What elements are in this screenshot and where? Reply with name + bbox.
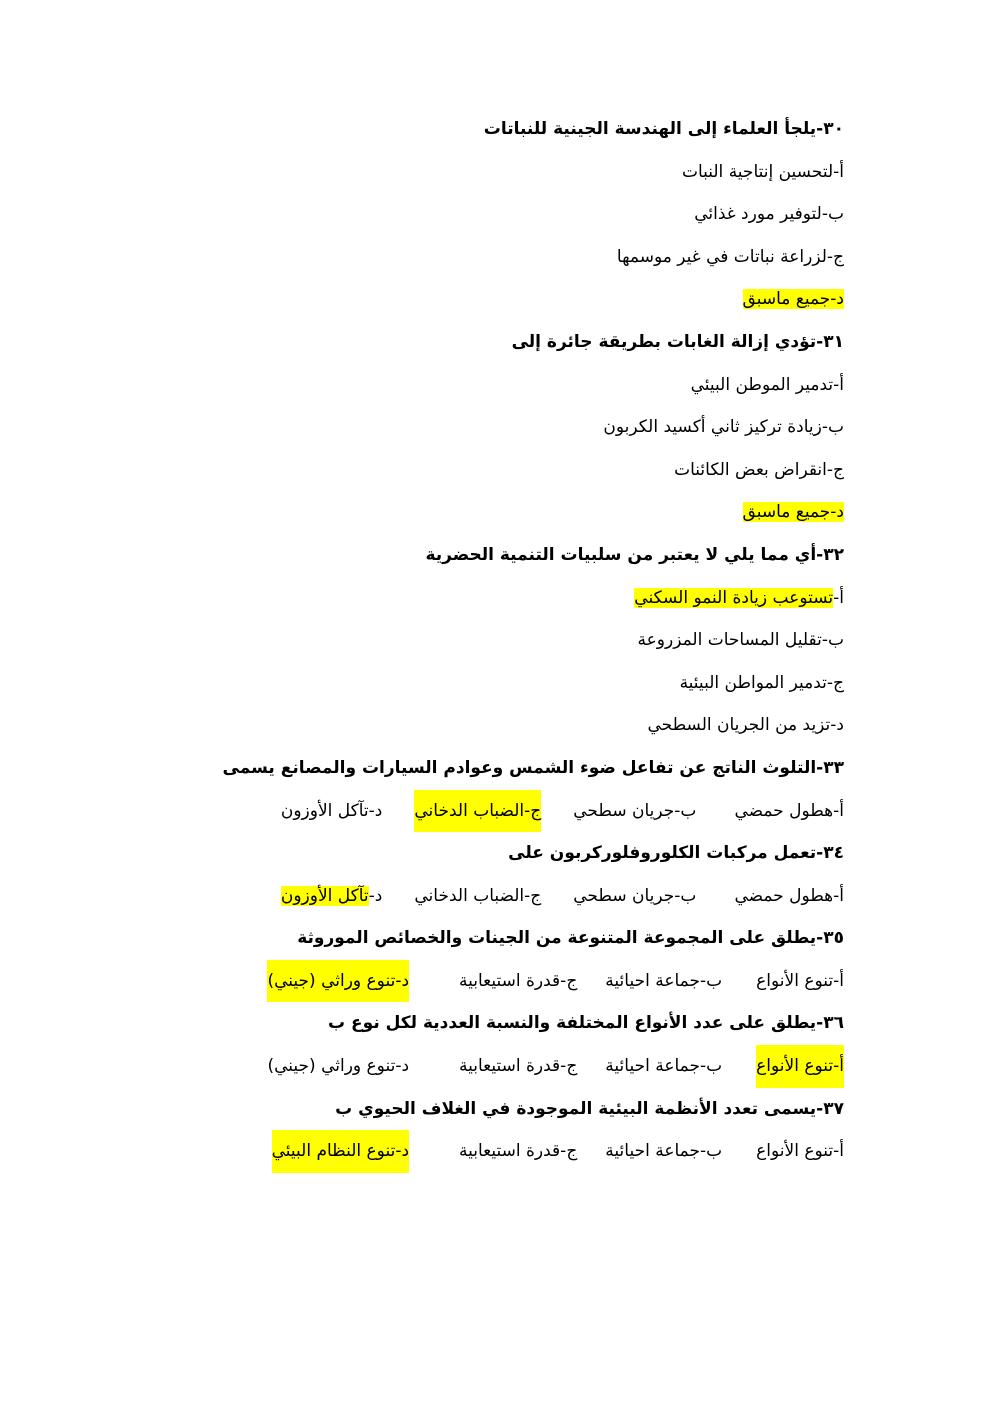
question-31-option-a: أ-تدمير الموطن البيئي <box>690 374 844 395</box>
question-36-title: ٣٦-يطلق على عدد الأنواع المختلفة والنسبة العددية لكل نوع ب <box>328 1013 844 1034</box>
question-33-options <box>124 790 844 833</box>
question-31-option-b: ب-زيادة تركيز ثاني أكسيد الكربون <box>603 417 844 438</box>
question-34-option-d-prefix: د- <box>368 885 383 906</box>
question-33-option-b: ب-جريان سطحي <box>573 800 697 821</box>
question-30-option-b: ب-لتوفير مورد غذائي <box>694 204 844 225</box>
question-33-option-d: د-تآكل الأوزون <box>280 800 383 821</box>
question-33-option-a: أ-هطول حمضي <box>734 800 844 821</box>
question-30-option-a: أ-لتحسين إنتاجية النبات <box>681 161 844 182</box>
question-33-option-c-answer: ج-الضباب الدخاني <box>414 790 541 833</box>
question-37-option-d-answer: د-تنوع النظام البيئي <box>272 1130 409 1173</box>
question-32-option-c: ج-تدمير المواطن البيئية <box>679 672 844 693</box>
question-33-title: ٣٣-التلوث الناتج عن تفاعل ضوء الشمس وعوادم السيارات والمصانع يسمى <box>222 757 844 778</box>
question-32-title: ٣٢-أي مما يلي لا يعتبر من سلبيات التنمية الحضرية <box>425 544 844 565</box>
question-35-options <box>124 960 844 1003</box>
question-37-option-a: أ-تنوع الأنواع <box>756 1141 844 1162</box>
question-35-option-b: ب-جماعة احيائية <box>605 970 723 991</box>
question-36-option-b: ب-جماعة احيائية <box>605 1056 723 1077</box>
question-34-title: ٣٤-تعمل مركبات الكلوروفلوركربون على <box>508 843 844 864</box>
question-34-option-d-answer: تآكل الأوزون <box>280 885 369 906</box>
question-32-option-d: د-تزيد من الجريان السطحي <box>647 715 844 736</box>
question-37-option-b: ب-جماعة احيائية <box>605 1141 723 1162</box>
question-35-option-d-answer: د-تنوع وراثي (جيني) <box>267 960 409 1003</box>
question-36-option-d: د-تنوع وراثي (جيني) <box>267 1056 410 1077</box>
question-35-option-a: أ-تنوع الأنواع <box>756 970 844 991</box>
question-31-option-d-answer: د-جميع ماسبق <box>742 502 844 523</box>
question-35-option-c: ج-قدرة استيعابية <box>459 970 578 991</box>
question-31-option-c: ج-انقراض بعض الكائنات <box>674 459 844 480</box>
question-32-option-a-prefix: أ- <box>833 587 844 608</box>
question-34-option-b: ب-جريان سطحي <box>573 885 697 906</box>
question-37-option-c: ج-قدرة استيعابية <box>459 1141 578 1162</box>
question-36-option-c: ج-قدرة استيعابية <box>459 1056 578 1077</box>
question-36-options <box>124 1045 844 1088</box>
question-34-option-a: أ-هطول حمضي <box>734 885 844 906</box>
question-37-title: ٣٧-يسمى تعدد الأنظمة البيئية الموجودة في الغلاف الحيوي ب <box>335 1098 844 1119</box>
question-36-option-a-answer: أ-تنوع الأنواع <box>756 1045 844 1088</box>
question-31-title: ٣١-تؤدي إزالة الغابات بطريقة جائرة إلى <box>511 331 844 352</box>
question-32-option-a-answer: تستوعب زيادة النمو السكني <box>634 587 834 608</box>
question-37-options <box>124 1130 844 1173</box>
question-30-title: ٣٠-يلجأ العلماء إلى الهندسة الجينية للنباتات <box>483 119 844 139</box>
question-32-option-b: ب-تقليل المساحات المزروعة <box>637 630 844 651</box>
worksheet-page <box>124 108 844 1173</box>
question-34-option-d <box>281 875 383 918</box>
question-30-option-d-answer: د-جميع ماسبق <box>742 289 844 310</box>
question-34-options <box>124 875 844 918</box>
question-35-title: ٣٥-يطلق على المجموعة المتنوعة من الجينات والخصائص الموروثة <box>297 928 844 949</box>
question-32-option-a <box>124 577 844 620</box>
question-30-option-c: ج-لزراعة نباتات في غير موسمها <box>616 246 844 267</box>
question-34-option-c: ج-الضباب الدخاني <box>414 885 542 906</box>
